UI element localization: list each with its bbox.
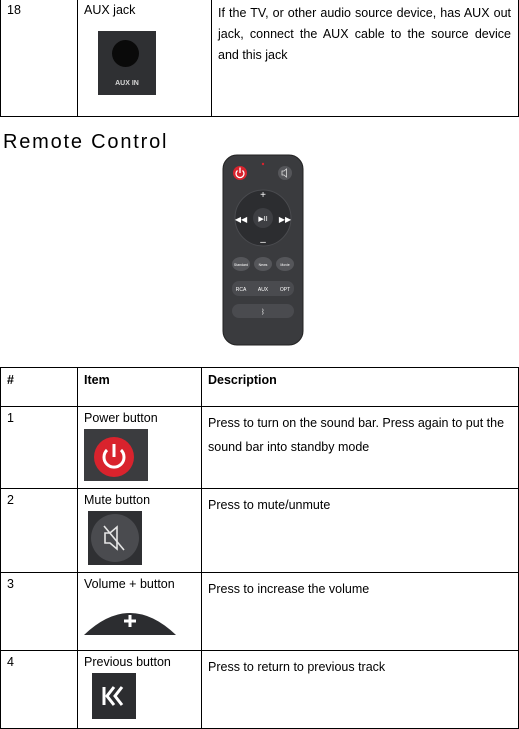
remote-mode-movie-label: Movie: [280, 263, 290, 267]
aux-row-item-label: AUX jack: [84, 3, 136, 17]
previous-button-image: [92, 673, 136, 719]
table-header-row: [1, 368, 519, 407]
remote-volume-down-icon: –: [260, 237, 266, 248]
remote-mode-buttons: [232, 257, 294, 271]
row-description: Press to return to previous track: [202, 651, 519, 729]
remote-bluetooth-icon: ᛒ: [260, 308, 266, 316]
aux-jack-table: [0, 0, 519, 117]
aux-jack-image: [98, 31, 156, 95]
row-number: 1: [1, 407, 78, 489]
remote-mode-news-label: News: [258, 263, 268, 267]
table-row: [1, 573, 519, 651]
table-row: [1, 489, 519, 573]
remote-source-rca-label: RCA: [235, 287, 247, 293]
row-item: [78, 489, 202, 573]
aux-in-label: AUX IN: [115, 80, 139, 87]
remote-mute-button: [278, 166, 292, 180]
header-number: #: [1, 368, 78, 407]
table-row: [1, 651, 519, 729]
remote-indicator-led: [262, 163, 264, 165]
row-item-label: Volume + button: [84, 577, 175, 591]
row-item: [78, 651, 202, 729]
row-item: [78, 573, 202, 651]
remote-source-aux-label: AUX: [257, 287, 269, 293]
remote-volume-up-icon: +: [260, 190, 266, 201]
row-item: [78, 407, 202, 489]
section-title: Remote Control: [3, 131, 169, 153]
remote-previous-icon: ◀◀: [234, 215, 248, 224]
remote-mode-standard-label: Standard: [233, 263, 249, 267]
remote-next-icon: ▶▶: [278, 215, 292, 224]
row-number: 4: [1, 651, 78, 729]
aux-jack-hole: [112, 40, 139, 67]
remote-play-pause-icon: ▶II: [258, 216, 268, 223]
volume-up-button-image: [84, 595, 176, 635]
row-description: Press to increase the volume: [202, 573, 519, 651]
aux-row-description: If the TV, or other audio source device, has AUX out jack, connect the AUX cable to the source device and this jack: [212, 0, 519, 117]
remote-buttons-table: [0, 367, 519, 729]
remote-control-illustration: [222, 154, 304, 346]
header-item: Item: [78, 368, 202, 407]
mute-button-image: [88, 511, 142, 565]
row-description: Press to turn on the sound bar. Press again to put the sound bar into standby mode: [202, 407, 519, 489]
header-description: Description: [202, 368, 519, 407]
table-row: [1, 407, 519, 489]
row-item-label: Mute button: [84, 493, 151, 507]
row-description: Press to mute/unmute: [202, 489, 519, 573]
row-item-label: Power button: [84, 411, 158, 425]
row-item-label: Previous button: [84, 655, 171, 669]
power-button-image: [84, 429, 148, 481]
row-number: 3: [1, 573, 78, 651]
row-number: 2: [1, 489, 78, 573]
aux-row-item: [78, 0, 212, 117]
remote-source-opt-label: OPT: [279, 287, 291, 293]
aux-row-number: 18: [1, 0, 78, 117]
